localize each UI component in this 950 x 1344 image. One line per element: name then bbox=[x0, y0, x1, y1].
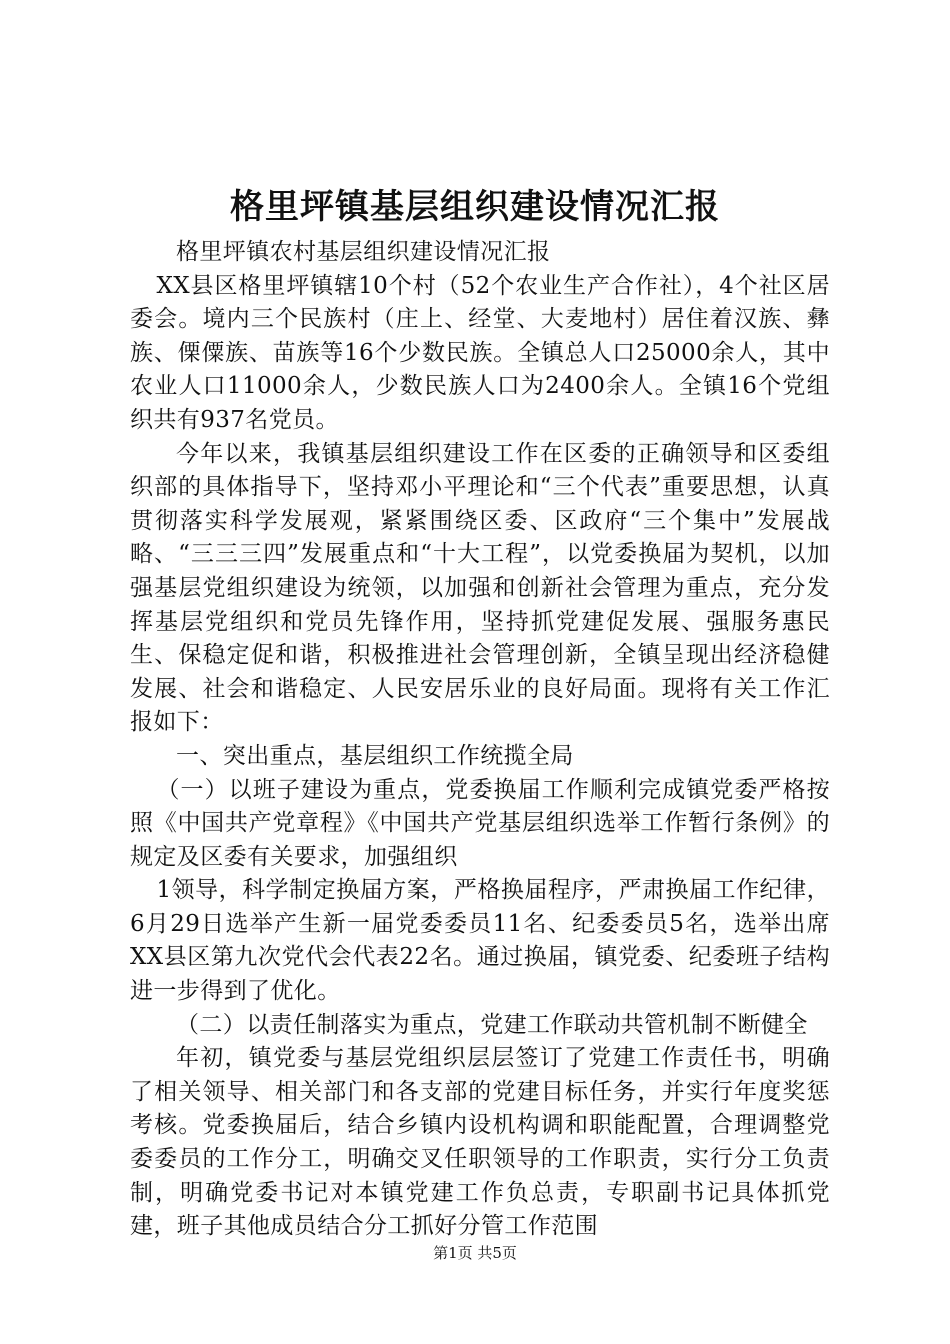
subsection-heading-1: （一）以班子建设为重点，党委换届工作顺利完成镇党委严格按照《中国共产党章程》《中国共产党基层组织选举工作暂行条例》的规定及区委有关要求，加强组织 bbox=[130, 776, 830, 870]
document-title: 格里坪镇基层组织建设情况汇报 bbox=[230, 187, 720, 227]
paragraph-subtitle: 格里坪镇农村基层组织建设情况汇报 bbox=[176, 239, 551, 265]
paragraph-intro: 今年以来，我镇基层组织建设工作在区委的正确领导和区委组织部的具体指导下，坚持邓小平理论和“三个代表”重要思想，认真贯彻落实科学发展观，紧紧围绕区委、区政府“三个集中”发展战略、“三三三四”发展重点和“十大工程”，以党委换届为契机，以加强基层党组织建设为统领，以加强和创新社会管理为重点，充分发挥基层党组织和党员先锋作用，坚持抓党建促发展、强服务惠民生、保稳定促和谐，积极推进社会管理创新，全镇呈现出经济稳健发展、社会和谐稳定、人民安居乐业的良好局面。现将有关工作汇报如下： bbox=[130, 440, 830, 736]
paragraph-overview: XX县区格里坪镇辖10个村（52个农业生产合作社），4个社区居委会。境内三个民族村（庄上、经堂、大麦地村）居住着汉族、彝族、傈僳族、苗族等16个少数民族。全镇总人口25000余人，其中农业人口11000余人，少数民族人口为2400余人。全镇16个党组织共有937名党员。 bbox=[130, 272, 830, 433]
page-number-footer: 第1页 共5页 bbox=[433, 1244, 517, 1262]
section-heading-1: 一、突出重点，基层组织工作统揽全局 bbox=[176, 742, 574, 769]
subsection-heading-2: （二）以责任制落实为重点，党建工作联动共管机制不断健全 bbox=[176, 1011, 808, 1038]
document-body bbox=[130, 236, 830, 1244]
paragraph-responsibility: 年初，镇党委与基层党组织层层签订了党建工作责任书，明确了相关领导、相关部门和各支部的党建目标任务，并实行年度奖惩考核。党委换届后，结合乡镇内设机构调和职能配置，合理调整党委委员的工作分工，明确交叉任职领导的工作职责，实行分工负责制，明确党委书记对本镇党建工作负总责，专职副书记具体抓党建，班子其他成员结合分工抓好分管工作范围 bbox=[130, 1045, 830, 1240]
paragraph-election: 1领导，科学制定换届方案，严格换届程序，严肃换届工作纪律，6月29日选举产生新一届党委委员11名、纪委委员5名，选举出席XX县区第九次党代会代表22名。通过换届，镇党委、纪委班子结构进一步得到了优化。 bbox=[130, 877, 830, 1005]
